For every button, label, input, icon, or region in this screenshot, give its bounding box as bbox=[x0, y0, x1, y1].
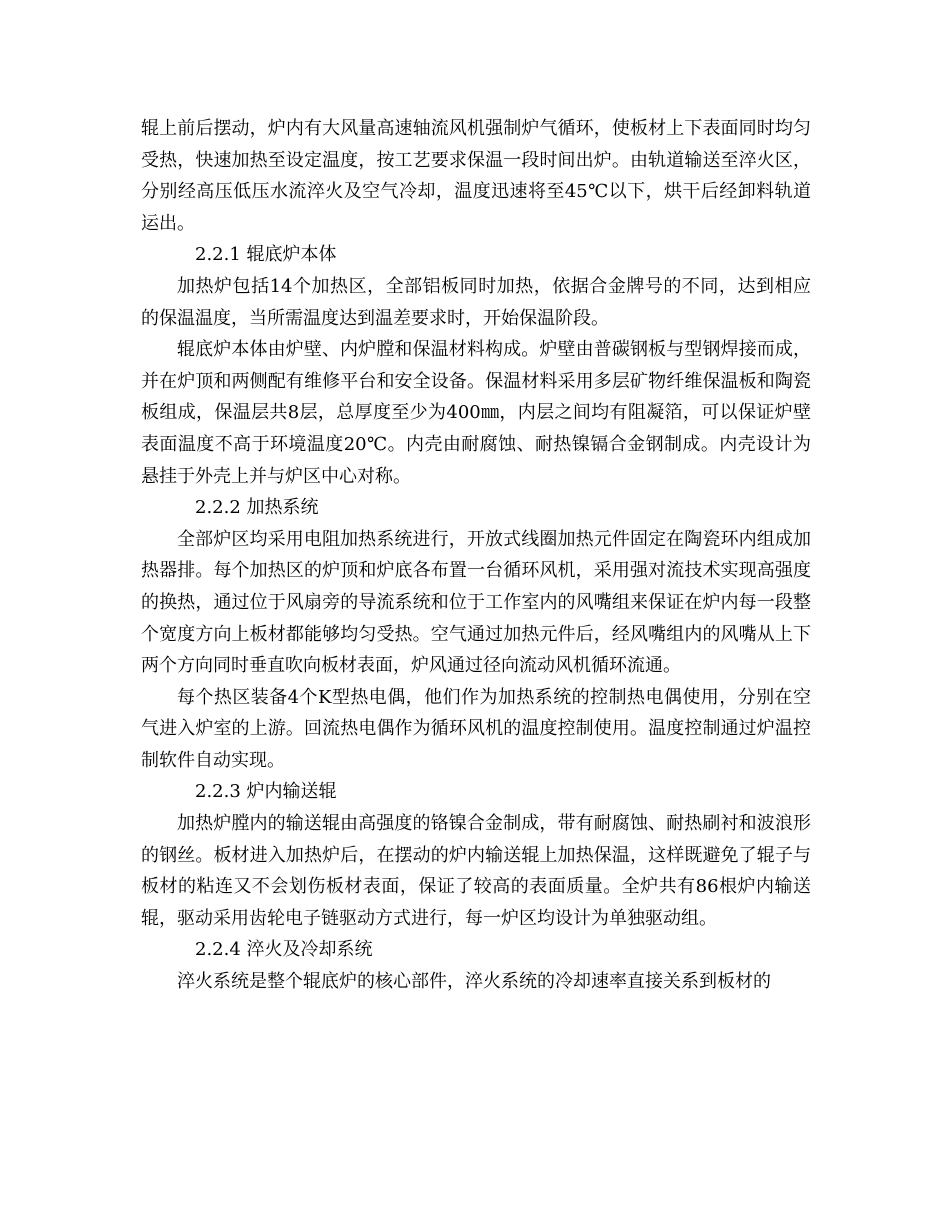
section-heading-2-2-4: 2.2.4 淬火及冷却系统 bbox=[195, 939, 373, 961]
document-body bbox=[141, 113, 811, 998]
paragraph: 辊底炉本体由炉壁、内炉膛和保温材料构成。炉壁由普碳钢板与型钢焊接而成，并在炉顶和两侧配有维修平台和安全设备。保温材料采用多层矿物纤维保温板和陶瓷板组成，保温层共8层，总厚度至少为400㎜，内层之间均有阻凝箔，可以保证炉壁表面温度不高于环境温度20℃。内壳由耐腐蚀、耐热镍镉合金钢制成。内壳设计为悬挂于外壳上并与炉区中心对称。 bbox=[141, 339, 811, 487]
section-heading-2-2-3: 2.2.3 炉内输送辊 bbox=[195, 781, 337, 803]
paragraph: 全部炉区均采用电阻加热系统进行，开放式线圈加热元件固定在陶瓷环内组成加热器排。每个加热区的炉顶和炉底各布置一台循环风机，采用强对流技术实现高强度的换热，通过位于风扇旁的导流系统和位于工作室内的风嘴组来保证在炉内每一段整个宽度方向上板材都能够均匀受热。空气通过加热元件后，经风嘴组内的风嘴从上下两个方向同时垂直吹向板材表面，炉风通过径向流动风机循环流通。 bbox=[141, 528, 811, 677]
paragraph: 加热炉包括14个加热区，全部铝板同时加热，依据合金牌号的不同，达到相应的保温温度，当所需温度达到温差要求时，开始保温阶段。 bbox=[141, 275, 811, 329]
paragraph: 淬火系统是整个辊底炉的核心部件，淬火系统的冷却速率直接关系到板材的 bbox=[177, 971, 771, 993]
paragraph-continuation: 辊上前后摆动，炉内有大风量高速轴流风机强制炉气循环，使板材上下表面同时均匀受热，快速加热至设定温度，按工艺要求保温一段时间出炉。由轨道输送至淬火区，分别经高压低压水流淬火及空气冷却，温度迅速将至45℃以下，烘干后经卸料轨道运出。 bbox=[141, 118, 811, 234]
section-heading-2-2-1: 2.2.1 辊底炉本体 bbox=[195, 244, 337, 266]
section-heading-2-2-2: 2.2.2 加热系统 bbox=[195, 497, 319, 519]
paragraph: 加热炉膛内的输送辊由高强度的铬镍合金制成，带有耐腐蚀、耐热刷衬和波浪形的钢丝。板材进入加热炉后，在摆动的炉内输送辊上加热保温，这样既避免了辊子与板材的粘连又不会划伤板材表面，保证了较高的表面质量。全炉共有86根炉内输送辊，驱动采用齿轮电子链驱动方式进行，每一炉区均设计为单独驱动组。 bbox=[141, 813, 811, 929]
paragraph: 每个热区装备4个K型热电偶，他们作为加热系统的控制热电偶使用，分别在空气进入炉室的上游。回流热电偶作为循环风机的温度控制使用。温度控制通过炉温控制软件自动实现。 bbox=[141, 686, 811, 771]
